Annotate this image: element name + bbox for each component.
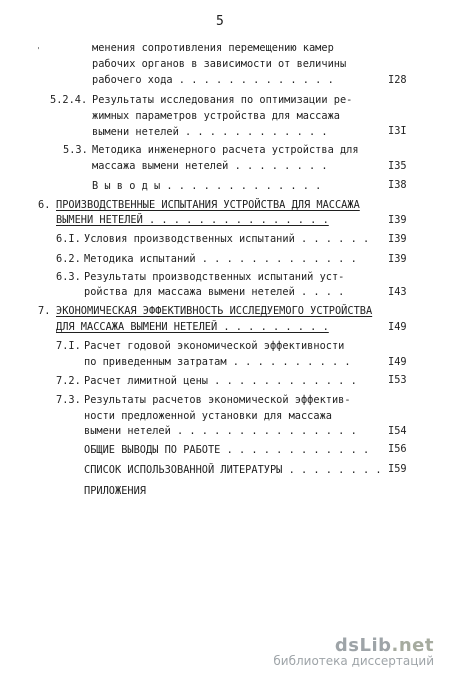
toc-line: [56, 320, 329, 334]
toc-line: Результаты производственных испытаний уст-: [84, 271, 345, 283]
toc-line: ОБЩИЕ ВЫВОДЫ ПО РАБОТЕ . . . . . . . . . . . .: [84, 444, 370, 456]
toc-section-number: 6.: [38, 199, 51, 211]
toc-line: вымени нетелей . . . . . . . . . . . . . . .: [84, 425, 357, 437]
toc-line: Методика испытаний . . . . . . . . . . . . .: [84, 253, 357, 265]
toc-section-number: 7.3.: [56, 394, 81, 406]
toc-section-number: 6.2.: [56, 253, 81, 265]
toc-line: [56, 213, 329, 227]
toc-page-number: I49: [388, 356, 407, 368]
toc-page-number: I39: [388, 214, 407, 226]
watermark-logo-left: dsLib: [334, 635, 392, 656]
page-number: 5: [216, 14, 224, 29]
toc-line: ности предложенной установки для массажа: [84, 410, 332, 422]
toc-line: по приведенным затратам . . . . . . . . . .: [84, 356, 351, 368]
stray-mark: ': [36, 46, 41, 55]
toc-page-number: I54: [388, 425, 407, 437]
toc-line: СПИСОК ИСПОЛЬЗОВАННОЙ ЛИТЕРАТУРЫ . . . . . . . .: [84, 464, 382, 476]
toc-line: ПРОИЗВОДСТВЕННЫЕ ИСПЫТАНИЯ УСТРОЙСТВА ДЛЯ МАССАЖА: [56, 199, 360, 211]
toc-line: рабочего хода . . . . . . . . . . . . .: [92, 74, 334, 86]
toc-page-number: I3I: [388, 125, 407, 137]
toc-line: жимных параметров устройства для массажа: [92, 110, 340, 122]
toc-page-number: I35: [388, 160, 407, 172]
toc-page-number: I43: [388, 286, 407, 298]
toc-section-number: 7.: [38, 305, 51, 317]
toc-line: вымени нетелей . . . . . . . . . . . .: [92, 126, 328, 138]
toc-page-number: I49: [388, 321, 407, 333]
toc-page-number: I28: [388, 74, 407, 86]
toc-page-number: I38: [388, 179, 407, 191]
watermark-subtitle: библиотека диссертаций: [273, 654, 434, 668]
toc-section-number: 6.3.: [56, 271, 81, 283]
toc-line: ройства для массажа вымени нетелей . . . .: [84, 286, 345, 298]
toc-line: Условия производственных испытаний . . . . . .: [84, 233, 370, 245]
toc-line: ЭКОНОМИЧЕСКАЯ ЭФФЕКТИВНОСТЬ ИССЛЕДУЕМОГО УСТРОЙСТВА: [56, 305, 373, 317]
toc-line-underlined: ДЛЯ МАССАЖА ВЫМЕНИ НЕТЕЛЕЙ . . . . . . . . .: [56, 321, 329, 333]
toc-line: рабочих органов в зависимости от величины: [92, 58, 347, 70]
toc-page-number: I59: [388, 463, 407, 475]
toc-section-number: 7.I.: [56, 340, 81, 352]
toc-page-number: I53: [388, 374, 407, 386]
toc-section-number: 5.2.4.: [50, 94, 88, 106]
watermark-logo-right: .net: [391, 635, 434, 656]
toc-line: ПРИЛОЖЕНИЯ: [84, 485, 146, 497]
toc-section-number: 7.2.: [56, 375, 81, 387]
toc-line: Расчет лимитной цены . . . . . . . . . . . .: [84, 375, 357, 387]
toc-section-number: 6.I.: [56, 233, 81, 245]
toc-line: Результаты расчетов экономической эффектив-: [84, 394, 351, 406]
toc-line: Расчет годовой экономической эффективности: [84, 340, 345, 352]
watermark-logo: [273, 635, 434, 656]
toc-line: В ы в о д ы . . . . . . . . . . . . .: [92, 180, 322, 192]
toc-line: массажа вымени нетелей . . . . . . . .: [92, 160, 328, 172]
site-watermark: [273, 635, 434, 668]
toc-page-number: I39: [388, 233, 407, 245]
toc-line-underlined: ВЫМЕНИ НЕТЕЛЕЙ . . . . . . . . . . . . . . .: [56, 214, 329, 226]
toc-line: Результаты исследования по оптимизации ре-: [92, 94, 353, 106]
toc-line: Методика инженерного расчета устройства для: [92, 144, 359, 156]
toc-section-number: 5.3.: [63, 144, 88, 156]
toc-page-number: I39: [388, 253, 407, 265]
toc-page-number: I56: [388, 443, 407, 455]
toc-line: менения сопротивления перемещению камер: [92, 42, 334, 54]
